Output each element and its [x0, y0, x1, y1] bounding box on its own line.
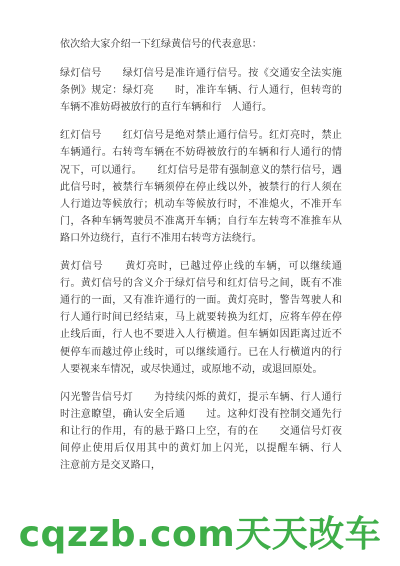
intro-paragraph: 依次给大家介绍一下红绿黄信号的代表意思： [60, 39, 262, 50]
document-body [60, 36, 363, 485]
green-light-paragraph: 绿灯信号 绿灯信号是准许通行信号。按《交通安全法实施条例》规定：绿灯亮 时，准许车辆、行人通行，但转弯的车辆不准妨碍被放行的直行车辆和行 人通行。 [60, 68, 342, 114]
yellow-light-paragraph: 黄灯信号 黄灯亮时，已越过停止线的车辆，可以继续通行。黄灯信号的含义介于绿灯信号和红灯信号之间，既有不准通行的一面，又有准许通行的一面。黄灯亮时，警告驾驶人和行人通行时间已经结束，马上就要转换为红灯，应将车停在停止线后面，行人也不要进入人行横道。但车辆如因距离过近不便停车而越过停止线时，可以继续通行。已在人行横道内的行人要视来车情况，或尽快通过，或原地不动，或退回原处。 [60, 261, 342, 375]
red-light-paragraph: 红灯信号 红灯信号是绝对禁止通行信号。红灯亮时，禁止车辆通行。右转弯车辆在不妨碍被放行的车辆和行人通行的情况下，可以通行。 红灯信号是带有强制意义的禁行信号，遇此信号时，被禁行车辆须停在停止线以外，被禁行的行人须在人行道边等候放行；机动车等候放行时，不准熄火，不准开车门，各种车辆驾驶员不准离开车辆；自行车左转弯不准推车从路口外边绕行，直行不准用右转弯方法绕行。 [60, 130, 342, 244]
flashing-light-paragraph: 闪光警告信号灯 为持续闪烁的黄灯，提示车辆、行人通行时注意瞭望，确认安全后通 过。这种灯没有控制交通先行和让行的作用，有的悬于路口上空，有的在 交通信号灯夜间停止使用后仅用其中的黄灯加上闪光，以提醒车辆、行人 注意前方是交叉路口， [60, 391, 363, 472]
site-watermark: cqzzb.com天天改车 [0, 512, 400, 558]
